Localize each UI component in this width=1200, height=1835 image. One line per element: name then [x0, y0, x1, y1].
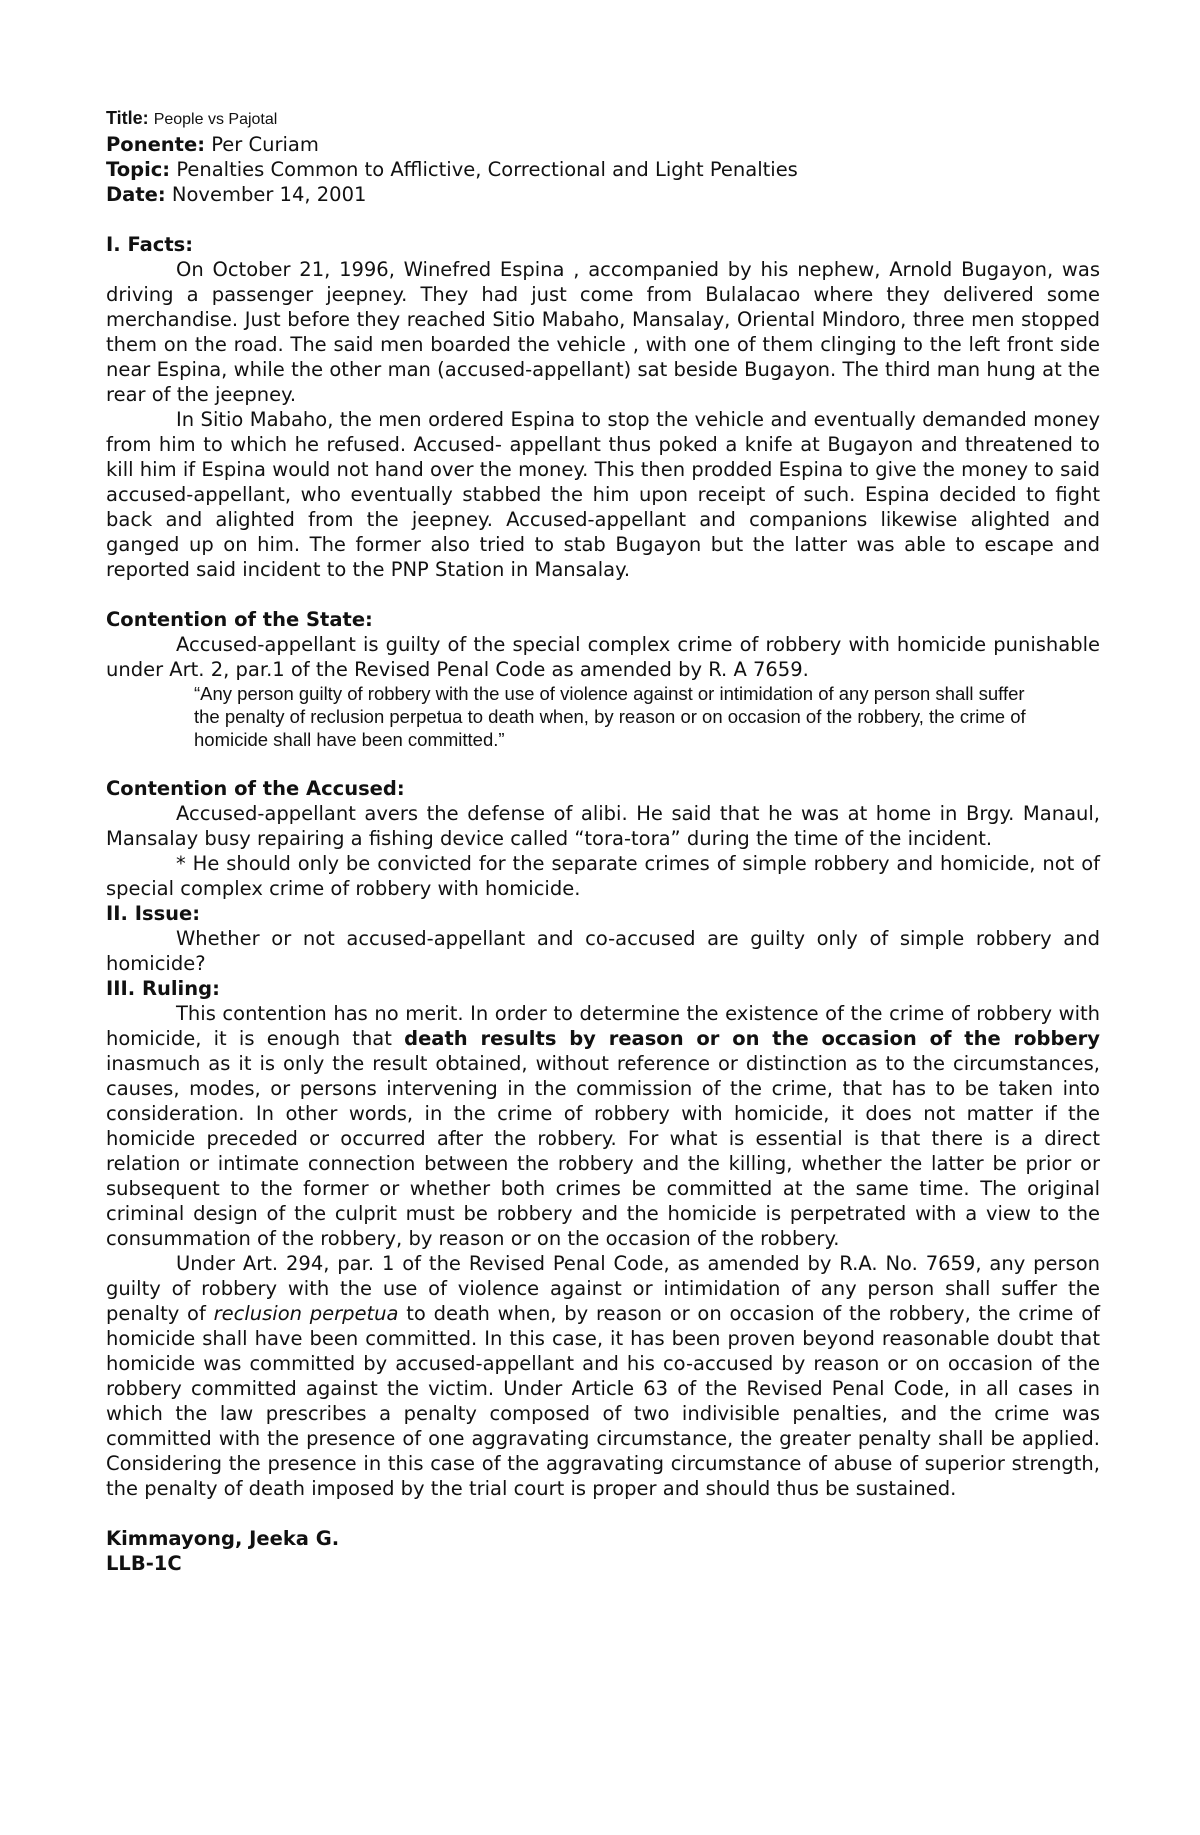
state-heading: Contention of the State:	[106, 608, 373, 631]
ponente-label: Ponente:	[106, 133, 206, 156]
date-line	[106, 182, 1100, 207]
title-label: Title:	[106, 108, 149, 128]
title-value: People vs Pajotal	[153, 111, 278, 128]
state-quote: “Any person guilty of robbery with the use of violence against or intimidation of any person shall suffer the penalty of reclusion perpetua to death when, by reason or on occasion of the robbery, the crime of homicide shall have been committed.”	[194, 683, 1026, 750]
title-line	[106, 106, 1100, 132]
spacer	[106, 207, 1100, 232]
facts-heading: I. Facts:	[106, 233, 194, 256]
accused-paragraph-1: Accused-appellant avers the defense of alibi. He said that he was at home in Brgy. Manaul, Mansalay busy repairing a fishing device called “tora-tora” during the time of the incident.	[106, 802, 1100, 850]
document-page	[106, 106, 1100, 1576]
spacer	[106, 751, 1100, 776]
facts-paragraph-1: On October 21, 1996, Winefred Espina , accompanied by his nephew, Arnold Bugayon, was driving a passenger jeepney. They had just come from Bulalacao where they delivered some merchandise. Just before they reached Sitio Mabaho, Mansalay, Oriental Mindoro, three men stopped them on the road. The said men boarded the vehicle , with one of them clinging to the left front side near Espina, while the other man (accused-appellant) sat beside Bugayon. The third man hung at the rear of the jeepney.	[106, 258, 1100, 406]
ruling-p2-italic: reclusion perpetua	[213, 1302, 399, 1325]
accused-heading: Contention of the Accused:	[106, 777, 405, 800]
ruling-p2-text-a: Under Art. 294, par. 1 of the Revised Penal Code, as amended by R.A. No. 7659, any person guilty of robbery with the use of violence against or intimidation of any person shall suffer the penalty of	[106, 1252, 1100, 1325]
accused-paragraph-2: * He should only be convicted for the separate crimes of simple robbery and homicide, not of special complex crime of robbery with homicide.	[106, 852, 1100, 900]
topic-value: Penalties Common to Afflictive, Correctional and Light Penalties	[176, 158, 798, 181]
topic-label: Topic:	[106, 158, 171, 181]
ponente-line	[106, 132, 1100, 157]
author-name: Kimmayong, Jeeka G.	[106, 1527, 340, 1550]
state-paragraph: Accused-appellant is guilty of the special complex crime of robbery with homicide punishable under Art. 2, par.1 of the Revised Penal Code as amended by R. A 7659.	[106, 633, 1100, 681]
ruling-p1-emphasis: death results by reason or on the occasion of the robbery	[404, 1027, 1100, 1050]
ruling-paragraph-1	[106, 1001, 1100, 1251]
ruling-p1-text-b: inasmuch as it is only the result obtained, without reference or distinction as to the circumstances, causes, modes, or persons intervening in the commission of the crime, that has to be taken into consideration. In other words, in the crime of robbery with homicide, it does not matter if the homicide preceded or occurred after the robbery. For what is essential is that there is a direct relation or intimate connection between the robbery and the killing, whether the latter be prior or subsequent to the former or whether both crimes be committed at the same time. The original criminal design of the culprit must be robbery and the homicide is perpetrated with a view to the consummation of the robbery, by reason or on the occasion of the robbery.	[106, 1052, 1100, 1250]
spacer	[106, 582, 1100, 607]
topic-line	[106, 157, 1100, 182]
ruling-p1-text-a: This contention has no merit. In order to determine the existence of the crime of robbery with homicide, it is enough that	[106, 1002, 1100, 1050]
issue-paragraph: Whether or not accused-appellant and co-accused are guilty only of simple robbery and homicide?	[106, 927, 1100, 975]
ruling-heading: III. Ruling:	[106, 977, 220, 1000]
facts-paragraph-2: In Sitio Mabaho, the men ordered Espina to stop the vehicle and eventually demanded money from him to which he refused. Accused- appellant thus poked a knife at Bugayon and threatened to kill him if Espina would not hand over the money. This then prodded Espina to give the money to said accused-appellant, who eventually stabbed the him upon receipt of such. Espina decided to fight back and alighted from the jeepney. Accused-appellant and companions likewise alighted and ganged up on him. The former also tried to stab Bugayon but the latter was able to escape and reported said incident to the PNP Station in Mansalay.	[106, 408, 1100, 581]
date-label: Date:	[106, 183, 166, 206]
ponente-value: Per Curiam	[211, 133, 319, 156]
issue-heading: II. Issue:	[106, 902, 201, 925]
date-value: November 14, 2001	[171, 183, 367, 206]
ruling-paragraph-2	[106, 1251, 1100, 1501]
author-section: LLB-1C	[106, 1552, 182, 1575]
ruling-p2-text-b: to death when, by reason or on occasion of the robbery, the crime of homicide shall have been committed. In this case, it has been proven beyond reasonable doubt that homicide was committed by accused-appellant and his co-accused by reason or on occasion of the robbery committed against the victim. Under Article 63 of the Revised Penal Code, in all cases in which the law prescribes a penalty composed of two indivisible penalties, and the crime was committed with the presence of one aggravating circumstance, the greater penalty shall be applied. Considering the presence in this case of the aggravating circumstance of abuse of superior strength, the penalty of death imposed by the trial court is proper and should thus be sustained.	[106, 1302, 1100, 1500]
spacer	[106, 1501, 1100, 1526]
